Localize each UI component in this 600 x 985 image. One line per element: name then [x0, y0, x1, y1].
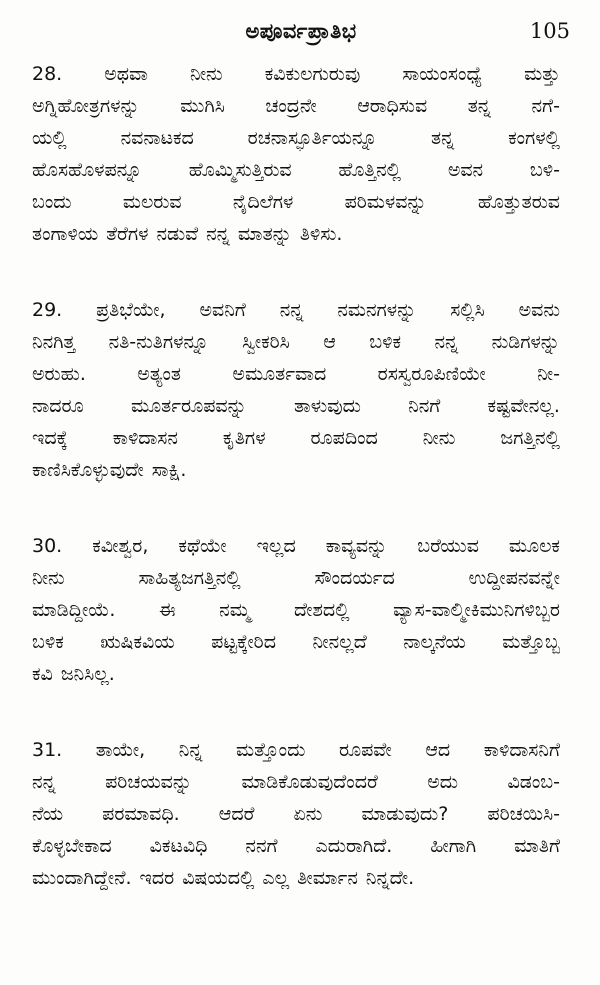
word: ಮೂರ್ತರೂಪವನ್ನು [130, 395, 247, 417]
word: ಜನಿಸಿಲ್ಲ. [60, 663, 115, 685]
text-line [32, 90, 560, 122]
text-line [32, 58, 560, 90]
paragraph-29 [32, 294, 560, 486]
word: 29. [32, 299, 63, 321]
word: ಅವನ [447, 159, 484, 181]
word: ಈ [159, 599, 176, 621]
word: ಎಲ್ಲ [262, 867, 290, 889]
word: ಏನು [293, 803, 323, 825]
word: ಬಳಿಕ [32, 631, 64, 653]
word: ಆದರೆ [218, 803, 255, 825]
word: ಮತ್ತು [524, 63, 560, 85]
word: ಅವನಿಗೆ [199, 299, 246, 321]
word: ಬಳಿಕ [369, 331, 402, 353]
word: ನೀನಲ್ಲದೆ [312, 631, 367, 653]
word: ರೂಪದಿಂದ [310, 427, 378, 449]
paragraph-31 [32, 734, 560, 894]
text-line [32, 830, 560, 862]
word: ಹೀಗಾಗಿ [430, 835, 477, 857]
word: ತೀರ್ಮಾನ [297, 867, 358, 889]
word: ನತಿ-ನುತಿಗಳನ್ನೂ [108, 331, 209, 353]
word: ಮಾಡುವುದು? [361, 803, 449, 825]
word: ನೀನು [190, 63, 223, 85]
text-line [32, 390, 560, 422]
word: ಕೊಳ್ಳಬೇಕಾದ [32, 835, 112, 857]
word: ವಿಕಟವಿಧಿ [149, 835, 208, 857]
paragraph-30 [32, 530, 560, 690]
text-line [32, 294, 560, 326]
word: ಕಾಳಿದಾಸನ [112, 427, 178, 449]
text-line [32, 658, 560, 690]
text-line [32, 122, 560, 154]
word: ಸಾಹಿತ್ಯಜಗತ್ತಿನಲ್ಲಿ [138, 567, 241, 589]
word: ನಾಲ್ಕನೆಯ [403, 631, 466, 653]
word: ವಿಷಯದಲ್ಲಿ [182, 867, 255, 889]
word: ಇದರ [139, 867, 175, 889]
word: ಸಲ್ಲಿಸಿ [450, 299, 485, 321]
text-line [32, 154, 560, 186]
word: ಮುಂದಾಗಿದ್ದೇನೆ. [32, 867, 132, 889]
word: ನೀ- [537, 363, 560, 385]
word: ಹೊಮ್ಮಿಸುತ್ತಿರುವ [188, 159, 292, 181]
word: ಅರುಹು. [32, 363, 86, 385]
word: ಕಾವ್ಯವನ್ನು [325, 535, 388, 557]
word: ನಿನ್ನ [178, 739, 203, 761]
word: ತನ್ನ [467, 95, 491, 117]
word: ಮಲರುವ [122, 191, 182, 213]
word: ನೈದಿಲೆಗಳ [232, 191, 294, 213]
word: 31. [32, 739, 63, 761]
word: ಕವಿಕುಲಗುರುವು [264, 63, 361, 85]
word: ಕಂಗಳಲ್ಲಿ [508, 127, 560, 149]
word: ವಿಡಂಬ- [507, 771, 560, 793]
word: ಮೂಲಕ [508, 535, 560, 557]
word: ಯಲ್ಲಿ [32, 127, 67, 149]
word: ನವನಾಟಕದ [120, 127, 194, 149]
text-line [32, 326, 560, 358]
word: ರಸಸ್ವರೂಪಿಣಿಯೇ [377, 363, 486, 385]
text-line [32, 562, 560, 594]
word: ಅತ್ಯಂತ [137, 363, 181, 385]
body-text [32, 58, 560, 938]
word: ಕಥೆಯೇ [178, 535, 227, 557]
word: ಋಷಿಕವಿಯ [100, 631, 175, 653]
word: ಪಟ್ಟಕ್ಕೇರಿದ [211, 631, 276, 653]
word: ನಿನಗಿತ್ತ [32, 331, 76, 353]
word: ಮಾತನ್ನು [237, 223, 292, 245]
word: ಪರಮಾವಧಿ. [102, 803, 180, 825]
word: ತಾಳುವುದು [293, 395, 361, 417]
word: ಸಾಯಂಸಂಧ್ಯೆ [402, 63, 483, 85]
word: ಆರಾಧಿಸುವ [357, 95, 428, 117]
word: ಮಾತಿಗೆ [514, 835, 560, 857]
word: ಇದಕ್ಕೆ [32, 427, 68, 449]
word: ನನ್ನ [32, 771, 56, 793]
word: ಪರಿಮಳವನ್ನು [344, 191, 427, 213]
word: ನನ್ನ [279, 299, 304, 321]
book-title: ಅಪೂರ್ವಪ್ರಾತಿಭ [245, 19, 357, 43]
word: ಹೊಸಹೊಳಪನ್ನೂ [32, 159, 142, 181]
word: 30. [32, 535, 63, 557]
word: ತನ್ನ [431, 127, 455, 149]
word: ಕಷ್ಟವೇನಲ್ಲ. [487, 395, 560, 417]
word: ಸ್ವೀಕರಿಸಿ [242, 331, 290, 353]
text-line [32, 766, 560, 798]
page-number: 105 [529, 19, 570, 43]
word: ಬಂದು [32, 191, 72, 213]
word: ನನ್ನ [434, 331, 459, 353]
word: ನಗೆ- [531, 95, 560, 117]
word: ಸೌಂದರ್ಯದ [314, 567, 395, 589]
word: ರೂಪವೇ [338, 739, 392, 761]
word: ನನ್ನ [206, 223, 230, 245]
word: ಬಳಿ- [529, 159, 560, 181]
text-line [32, 454, 560, 486]
word: ಮತ್ತೊಂದು [236, 739, 306, 761]
word: ನೀನು [32, 567, 65, 589]
word: ಸಾಕ್ಷಿ. [151, 459, 187, 481]
word: ಚಂದ್ರನೇ [265, 95, 317, 117]
word: ನೀನು [422, 427, 456, 449]
word: ನನಗೆ [245, 835, 278, 857]
word: ಆ [323, 331, 336, 353]
word: ನಿನಗೆ [408, 395, 441, 417]
text-line [32, 734, 560, 766]
word: ನಾದರೂ [32, 395, 84, 417]
word: ರಚನಾಸ್ಫೂರ್ತಿಯನ್ನೂ [247, 127, 378, 149]
word: ಬರೆಯುವ [417, 535, 479, 557]
word: ಕವೀಶ್ವರ, [92, 535, 149, 557]
text-line [32, 594, 560, 626]
word: ನುಡಿಗಳನ್ನು [491, 331, 560, 353]
word: 28. [32, 63, 63, 85]
word: ನಮನಗಳನ್ನು [337, 299, 417, 321]
running-head [32, 14, 570, 50]
word: ಮಾಡಿಕೊಡುವುದೆಂದರೆ [241, 771, 378, 793]
word: ಕಾಣಿಸಿಕೊಳ್ಳುವುದೇ [32, 459, 144, 481]
word: ಪರಿಚಯಿಸಿ- [487, 803, 560, 825]
word: ನೆಯ [32, 803, 64, 825]
word: ತಾಯೇ, [95, 739, 146, 761]
word: ಅಥವಾ [104, 63, 148, 85]
text-line [32, 218, 560, 250]
word: ಕವಿ [32, 663, 53, 685]
word: ಕೃತಿಗಳ [222, 427, 266, 449]
word: ವ್ಯಾಸ-ವಾಲ್ಮೀಕಿಮುನಿಗಳಿಬ್ಬರ [393, 599, 560, 621]
text-line [32, 186, 560, 218]
word: ಎದುರಾಗಿದೆ. [315, 835, 393, 857]
word: ಅವನು [518, 299, 560, 321]
text-line [32, 626, 560, 658]
text-line [32, 798, 560, 830]
word: ಅದು [427, 771, 459, 793]
word: ಮುಗಿಸಿ [180, 95, 225, 117]
word: ಹೊತ್ತುತರುವ [477, 191, 560, 213]
word: ಜಗತ್ತಿನಲ್ಲಿ [500, 427, 560, 449]
word: ಹೊತ್ತಿನಲ್ಲಿ [338, 159, 402, 181]
word: ಅಮೂರ್ತವಾದ [232, 363, 327, 385]
word: ಉದ್ದೀಪನವನ್ನೇ [468, 567, 560, 589]
word: ನಮ್ಮ [219, 599, 251, 621]
text-line [32, 862, 560, 894]
word: ತಿಳಿಸು. [299, 223, 343, 245]
word: ಪರಿಚಯವನ್ನು [105, 771, 193, 793]
text-line [32, 530, 560, 562]
word: ಇಲ್ಲದ [256, 535, 296, 557]
word: ತಂಗಾಳಿಯ [32, 223, 99, 245]
word: ನಡುವೆ [156, 223, 199, 245]
word: ತೆರೆಗಳ [106, 223, 149, 245]
text-line [32, 422, 560, 454]
word: ಅಗ್ನಿಹೋತ್ರಗಳನ್ನು [32, 95, 140, 117]
word: ಮತ್ತೊಬ್ಬ [502, 631, 560, 653]
word: ಆದ [425, 739, 451, 761]
word: ಪ್ರತಿಭೆಯೇ, [96, 299, 166, 321]
text-line [32, 358, 560, 390]
paragraph-28 [32, 58, 560, 250]
word: ನಿನ್ನದೇ. [365, 867, 415, 889]
word: ಕಾಳಿದಾಸನಿಗೆ [483, 739, 560, 761]
word: ಮಾಡಿದ್ದೀಯೆ. [32, 599, 116, 621]
word: ದೇಶದಲ್ಲಿ [293, 599, 350, 621]
